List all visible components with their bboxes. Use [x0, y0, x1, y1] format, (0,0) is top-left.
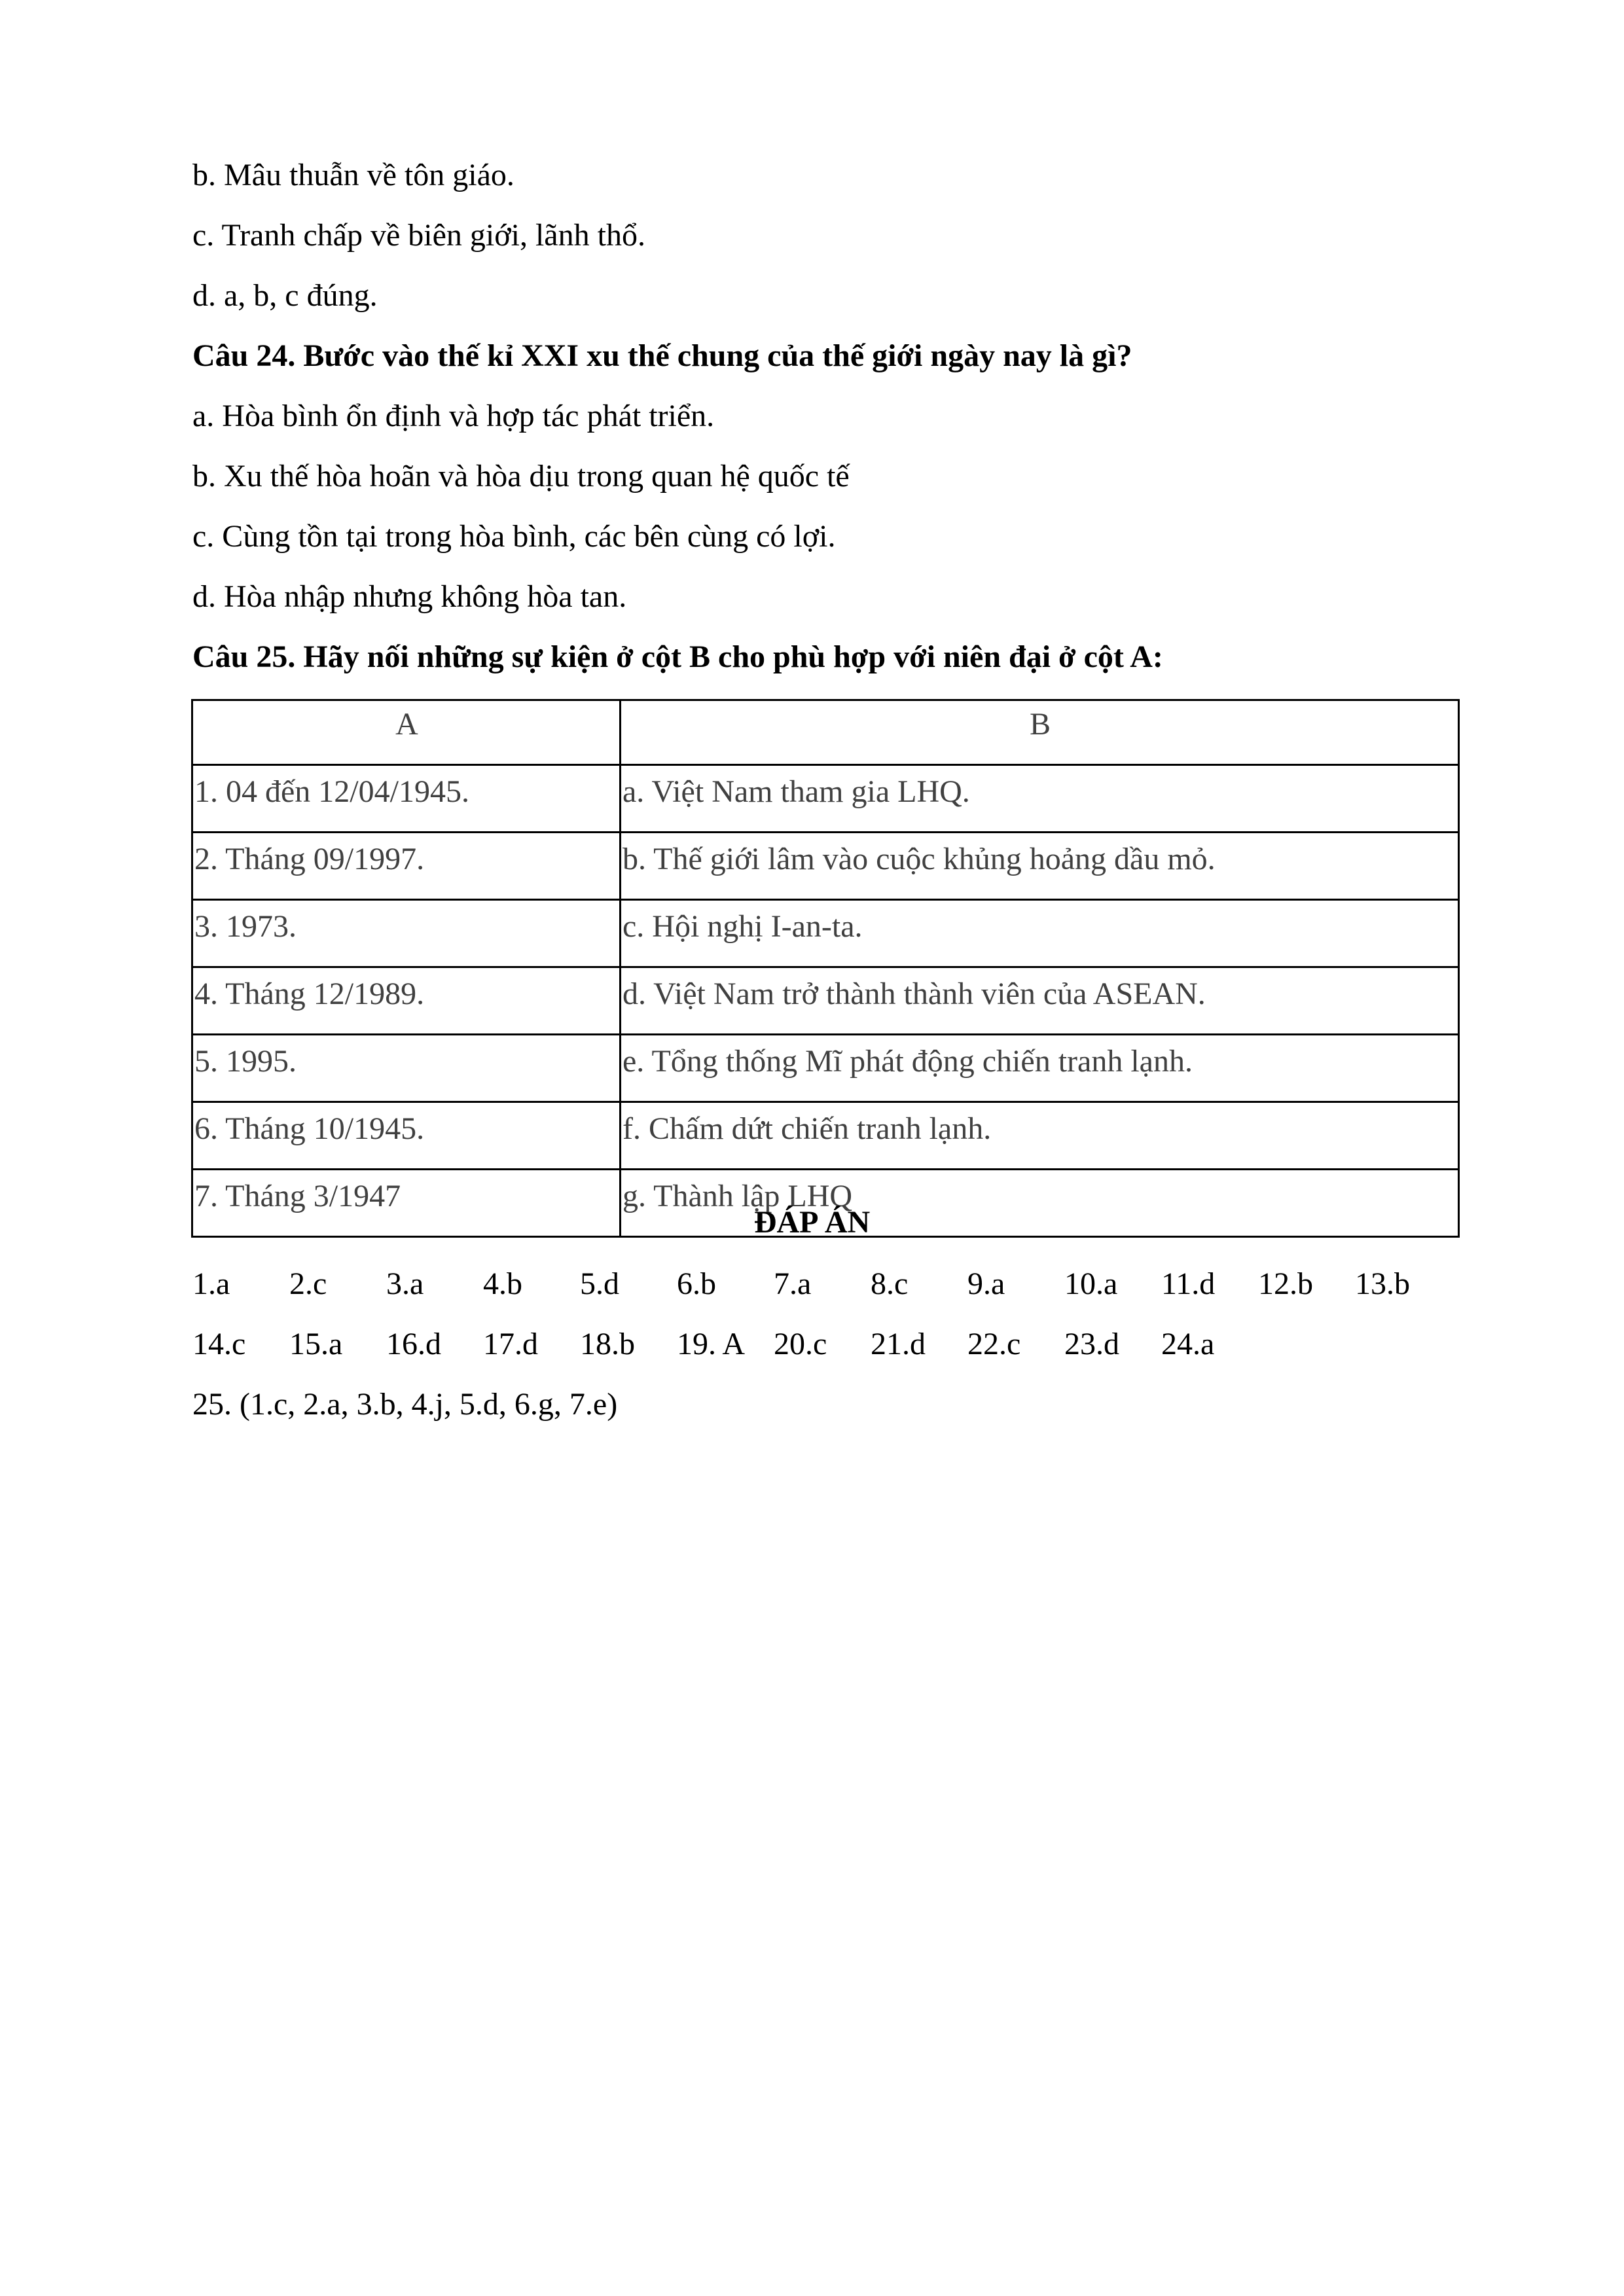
answer-item: 18.b: [580, 1327, 635, 1361]
answer-q25: 25. (1.c, 2.a, 3.b, 4.j, 5.d, 6.g, 7.e): [192, 1387, 618, 1422]
q24-option-a: a. Hòa bình ổn định và hợp tác phát triển.: [192, 399, 715, 433]
answer-item: 1.a: [192, 1266, 230, 1301]
answer-item: 4.b: [483, 1266, 522, 1301]
table-row: [192, 900, 1459, 967]
answer-item: 5.d: [580, 1266, 619, 1301]
table-row: [192, 1035, 1459, 1102]
answer-item: 2.c: [289, 1266, 327, 1301]
cell-b: b. Thế giới lâm vào cuộc khủng hoảng dầu mỏ.: [621, 833, 1459, 900]
answer-item: 19. A: [677, 1327, 746, 1361]
column-b-header: B: [621, 700, 1459, 765]
table-row: [192, 765, 1459, 833]
answer-item: 10.a: [1064, 1266, 1118, 1301]
table-row: [192, 833, 1459, 900]
cell-a: 4. Tháng 12/1989.: [192, 967, 621, 1035]
answer-item: 24.a: [1161, 1327, 1215, 1361]
answer-item: 9.a: [967, 1266, 1005, 1301]
answer-item: 13.b: [1355, 1266, 1410, 1301]
q24-option-b: b. Xu thế hòa hoãn và hòa dịu trong quan hệ quốc tế: [192, 459, 850, 493]
cell-b: g. Thành lập LHQ: [621, 1170, 1459, 1237]
q23-option-d: d. a, b, c đúng.: [192, 278, 378, 313]
answer-item: 11.d: [1161, 1266, 1216, 1301]
answer-item: 7.a: [774, 1266, 812, 1301]
q24-option-c: c. Cùng tồn tại trong hòa bình, các bên cùng có lợi.: [192, 519, 836, 554]
cell-a: 7. Tháng 3/1947: [192, 1170, 621, 1237]
answer-item: 3.a: [386, 1266, 424, 1301]
cell-a: 2. Tháng 09/1997.: [192, 833, 621, 900]
answer-item: 21.d: [871, 1327, 926, 1361]
table-row: [192, 1102, 1459, 1170]
answer-item: 23.d: [1064, 1327, 1119, 1361]
answer-item: 20.c: [774, 1327, 827, 1361]
answer-item: 22.c: [967, 1327, 1021, 1361]
answer-item: 17.d: [483, 1327, 538, 1361]
answer-key-title: ĐÁP ÁN: [753, 1205, 871, 1240]
answer-item: 16.d: [386, 1327, 441, 1361]
answer-item: 6.b: [677, 1266, 716, 1301]
answer-item: 8.c: [871, 1266, 909, 1301]
cell-b: c. Hội nghị I-an-ta.: [621, 900, 1459, 967]
q24-option-d: d. Hòa nhập nhưng không hòa tan.: [192, 579, 627, 614]
q23-option-b: b. Mâu thuẫn về tôn giáo.: [192, 158, 514, 192]
table-row: [192, 967, 1459, 1035]
column-a-header: A: [192, 700, 621, 765]
cell-b: a. Việt Nam tham gia LHQ.: [621, 765, 1459, 833]
cell-a: 6. Tháng 10/1945.: [192, 1102, 621, 1170]
answer-item: 12.b: [1258, 1266, 1313, 1301]
cell-a: 3. 1973.: [192, 900, 621, 967]
answer-item: 14.c: [192, 1327, 246, 1361]
cell-b: e. Tổng thống Mĩ phát động chiến tranh lạnh.: [621, 1035, 1459, 1102]
q23-option-c: c. Tranh chấp về biên giới, lãnh thổ.: [192, 218, 645, 253]
cell-b: f. Chấm dứt chiến tranh lạnh.: [621, 1102, 1459, 1170]
cell-a: 1. 04 đến 12/04/1945.: [192, 765, 621, 833]
matching-table: [191, 699, 1460, 1238]
answer-item: 15.a: [289, 1327, 343, 1361]
q24-title: Câu 24. Bước vào thế kỉ XXI xu thế chung của thế giới ngày nay là gì?: [192, 338, 1132, 373]
table-header-row: [192, 700, 1459, 765]
q25-title: Câu 25. Hãy nối những sự kiện ở cột B cho phù hợp với niên đại ở cột A:: [192, 639, 1163, 674]
cell-b: d. Việt Nam trở thành thành viên của ASEAN.: [621, 967, 1459, 1035]
cell-a: 5. 1995.: [192, 1035, 621, 1102]
